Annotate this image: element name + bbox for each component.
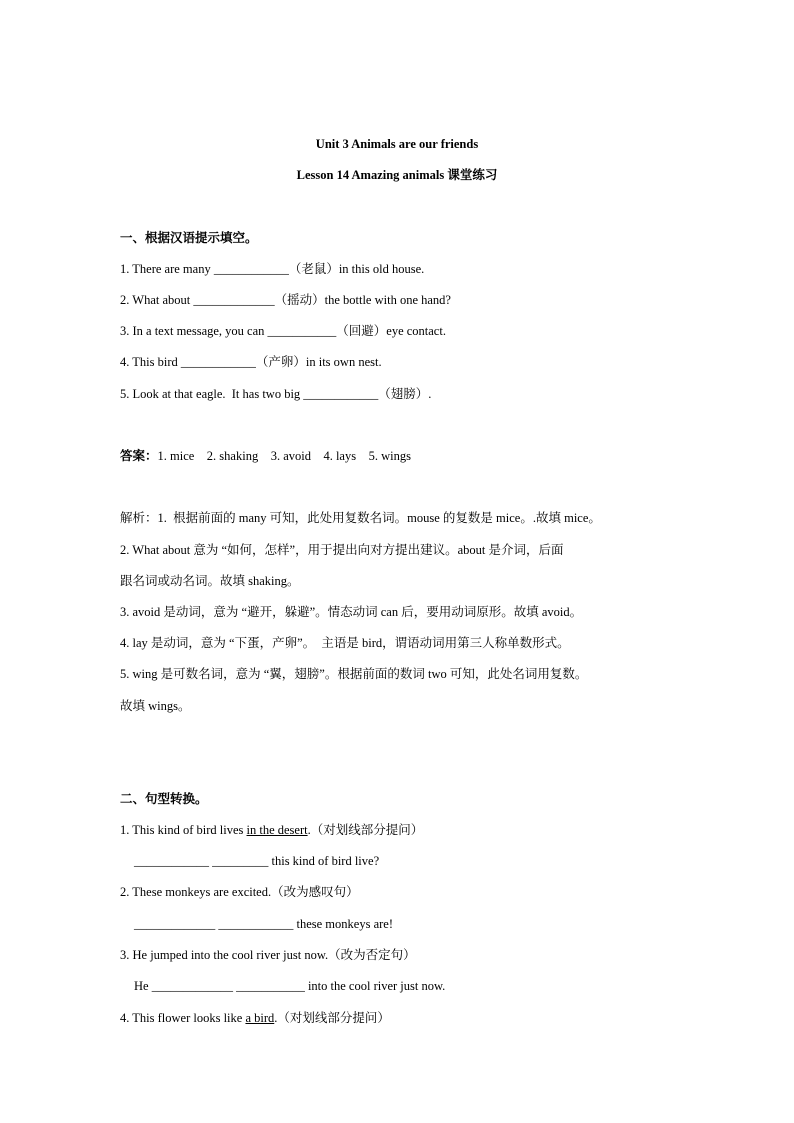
question-text: 1. This kind of bird lives [120, 823, 247, 837]
analysis-label: 解析： [120, 511, 158, 525]
analysis-line: 5. wing 是可数名词，意为 “翼，翅膀”。根据前面的数词 two 可知，此处名词用复数。 [120, 667, 588, 681]
answer-label: 答案： [120, 449, 158, 463]
document-title: Unit 3 Animals are our friends [315, 137, 479, 151]
exercise-item: 1. There are many ____________（老鼠）in this old house. [120, 262, 425, 276]
question-instruction: .（对划线部分提问） [274, 1011, 390, 1025]
exercise-item: 3. In a text message, you can ___________（回避）eye contact. [120, 324, 446, 338]
answer-blank-line: ____________ _________ this kind of bird live? [134, 854, 380, 868]
exercise-item: 5. Look at that eagle. It has two big ____________（翅膀）. [120, 387, 432, 401]
answer-blank-line: _____________ ____________ these monkeys are! [134, 917, 393, 931]
underlined-phrase: a bird [245, 1011, 275, 1025]
analysis-line: 跟名词或动名词。故填 shaking。 [120, 574, 300, 588]
underlined-phrase: in the desert [246, 823, 308, 837]
analysis-line: 3. avoid 是动词，意为 “避开，躲避”。情态动词 can 后，要用动词原形。故填 avoid。 [120, 605, 583, 619]
analysis-line [120, 510, 601, 526]
question-text: 4. This flower looks like [120, 1011, 246, 1025]
exercise-item [120, 1010, 390, 1026]
answer-text: 1. mice 2. shaking 3. avoid 4. lays 5. wings [157, 449, 411, 463]
analysis-line: 2. What about 意为 “如何，怎样”，用于提出向对方提出建议。about 是介词，后面 [120, 543, 564, 557]
section1-heading: 一、根据汉语提示填空。 [120, 231, 258, 245]
section2-heading: 二、句型转换。 [120, 792, 208, 806]
exercise-item [120, 822, 423, 838]
exercise-item: 2. These monkeys are excited.（改为感叹句） [120, 885, 359, 899]
document-subtitle: Lesson 14 Amazing animals 课堂练习 [296, 168, 498, 182]
answer-line [120, 448, 411, 464]
analysis-text: 1. 根据前面的 many 可知，此处用复数名词。mouse 的复数是 mice。.故填 mice。 [157, 511, 601, 525]
analysis-line: 故填 wings。 [120, 699, 191, 713]
analysis-line: 4. lay 是动词，意为 “下蛋，产卵”。 主语是 bird，谓语动词用第三人称单数形式。 [120, 636, 570, 650]
exercise-item: 4. This bird ____________（产卵）in its own nest. [120, 355, 382, 369]
answer-blank-line: He _____________ ___________ into the cool river just now. [134, 979, 446, 993]
exercise-item: 3. He jumped into the cool river just now.（改为否定句） [120, 948, 416, 962]
exercise-item: 2. What about _____________（摇动）the bottle with one hand? [120, 293, 451, 307]
question-instruction: .（对划线部分提问） [307, 823, 424, 837]
